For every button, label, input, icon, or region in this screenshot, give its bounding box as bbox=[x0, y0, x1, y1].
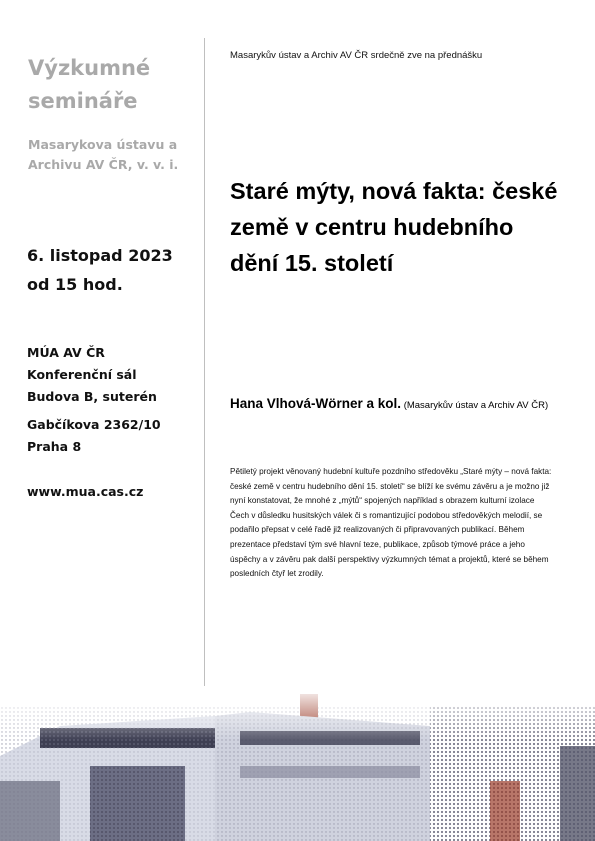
series-title: Výzkumné semináře bbox=[28, 56, 151, 113]
building-photo bbox=[0, 686, 595, 841]
address-city: Praha 8 bbox=[27, 439, 82, 454]
website-link[interactable]: www.mua.cas.cz bbox=[27, 484, 144, 499]
venue-building: Budova B, suterén bbox=[27, 389, 157, 404]
author-block bbox=[230, 396, 550, 414]
column-divider bbox=[204, 38, 205, 693]
event-date bbox=[27, 241, 202, 299]
series-subtitle: Masarykova ústavu a Archivu AV ČR, v. v. i. bbox=[28, 137, 179, 172]
author-name: Hana Vlhová-Wörner a kol. bbox=[230, 396, 402, 411]
abstract-text: Pětiletý projekt věnovaný hudební kultuře pozdního středověku „Staré mýty – nová fakta: české země v centru hudebního dění 15. století“ se blíží ke svému závěru a je možno již nyní konstatovat, že mnohé z „mýtů“ spojených například s obrazem kulturní izolace Čech v důsledku husitských válek či s romantizující podobou středověkých melodií, se podařilo přepsat v celé řadě již realizovaných či připravovaných publikací. Během prezentace představí tým své hlavní teze, publikace, způsob týmové práce a jeho úspěchy a v závěru pak další perspektivy výzkumných témat a projektů, které se během posledních čtyř let zrodily. bbox=[230, 467, 552, 579]
author-affiliation: (Masarykův ústav a Archiv AV ČR) bbox=[403, 400, 549, 411]
venue-room: Konferenční sál bbox=[27, 367, 137, 382]
time-line: od 15 hod. bbox=[27, 275, 123, 294]
venue-name: MÚA AV ČR bbox=[27, 345, 105, 360]
address-street: Gabčíkova 2362/10 bbox=[27, 417, 161, 432]
lecture-title: Staré mýty, nová fakta: české země v centru hudebního dění 15. století bbox=[230, 178, 558, 276]
venue-block bbox=[27, 342, 202, 458]
date-line: 6. listopad 2023 bbox=[27, 246, 173, 265]
invitation-line: Masarykův ústav a Archiv AV ČR srdečně zve na přednášku bbox=[230, 50, 483, 61]
